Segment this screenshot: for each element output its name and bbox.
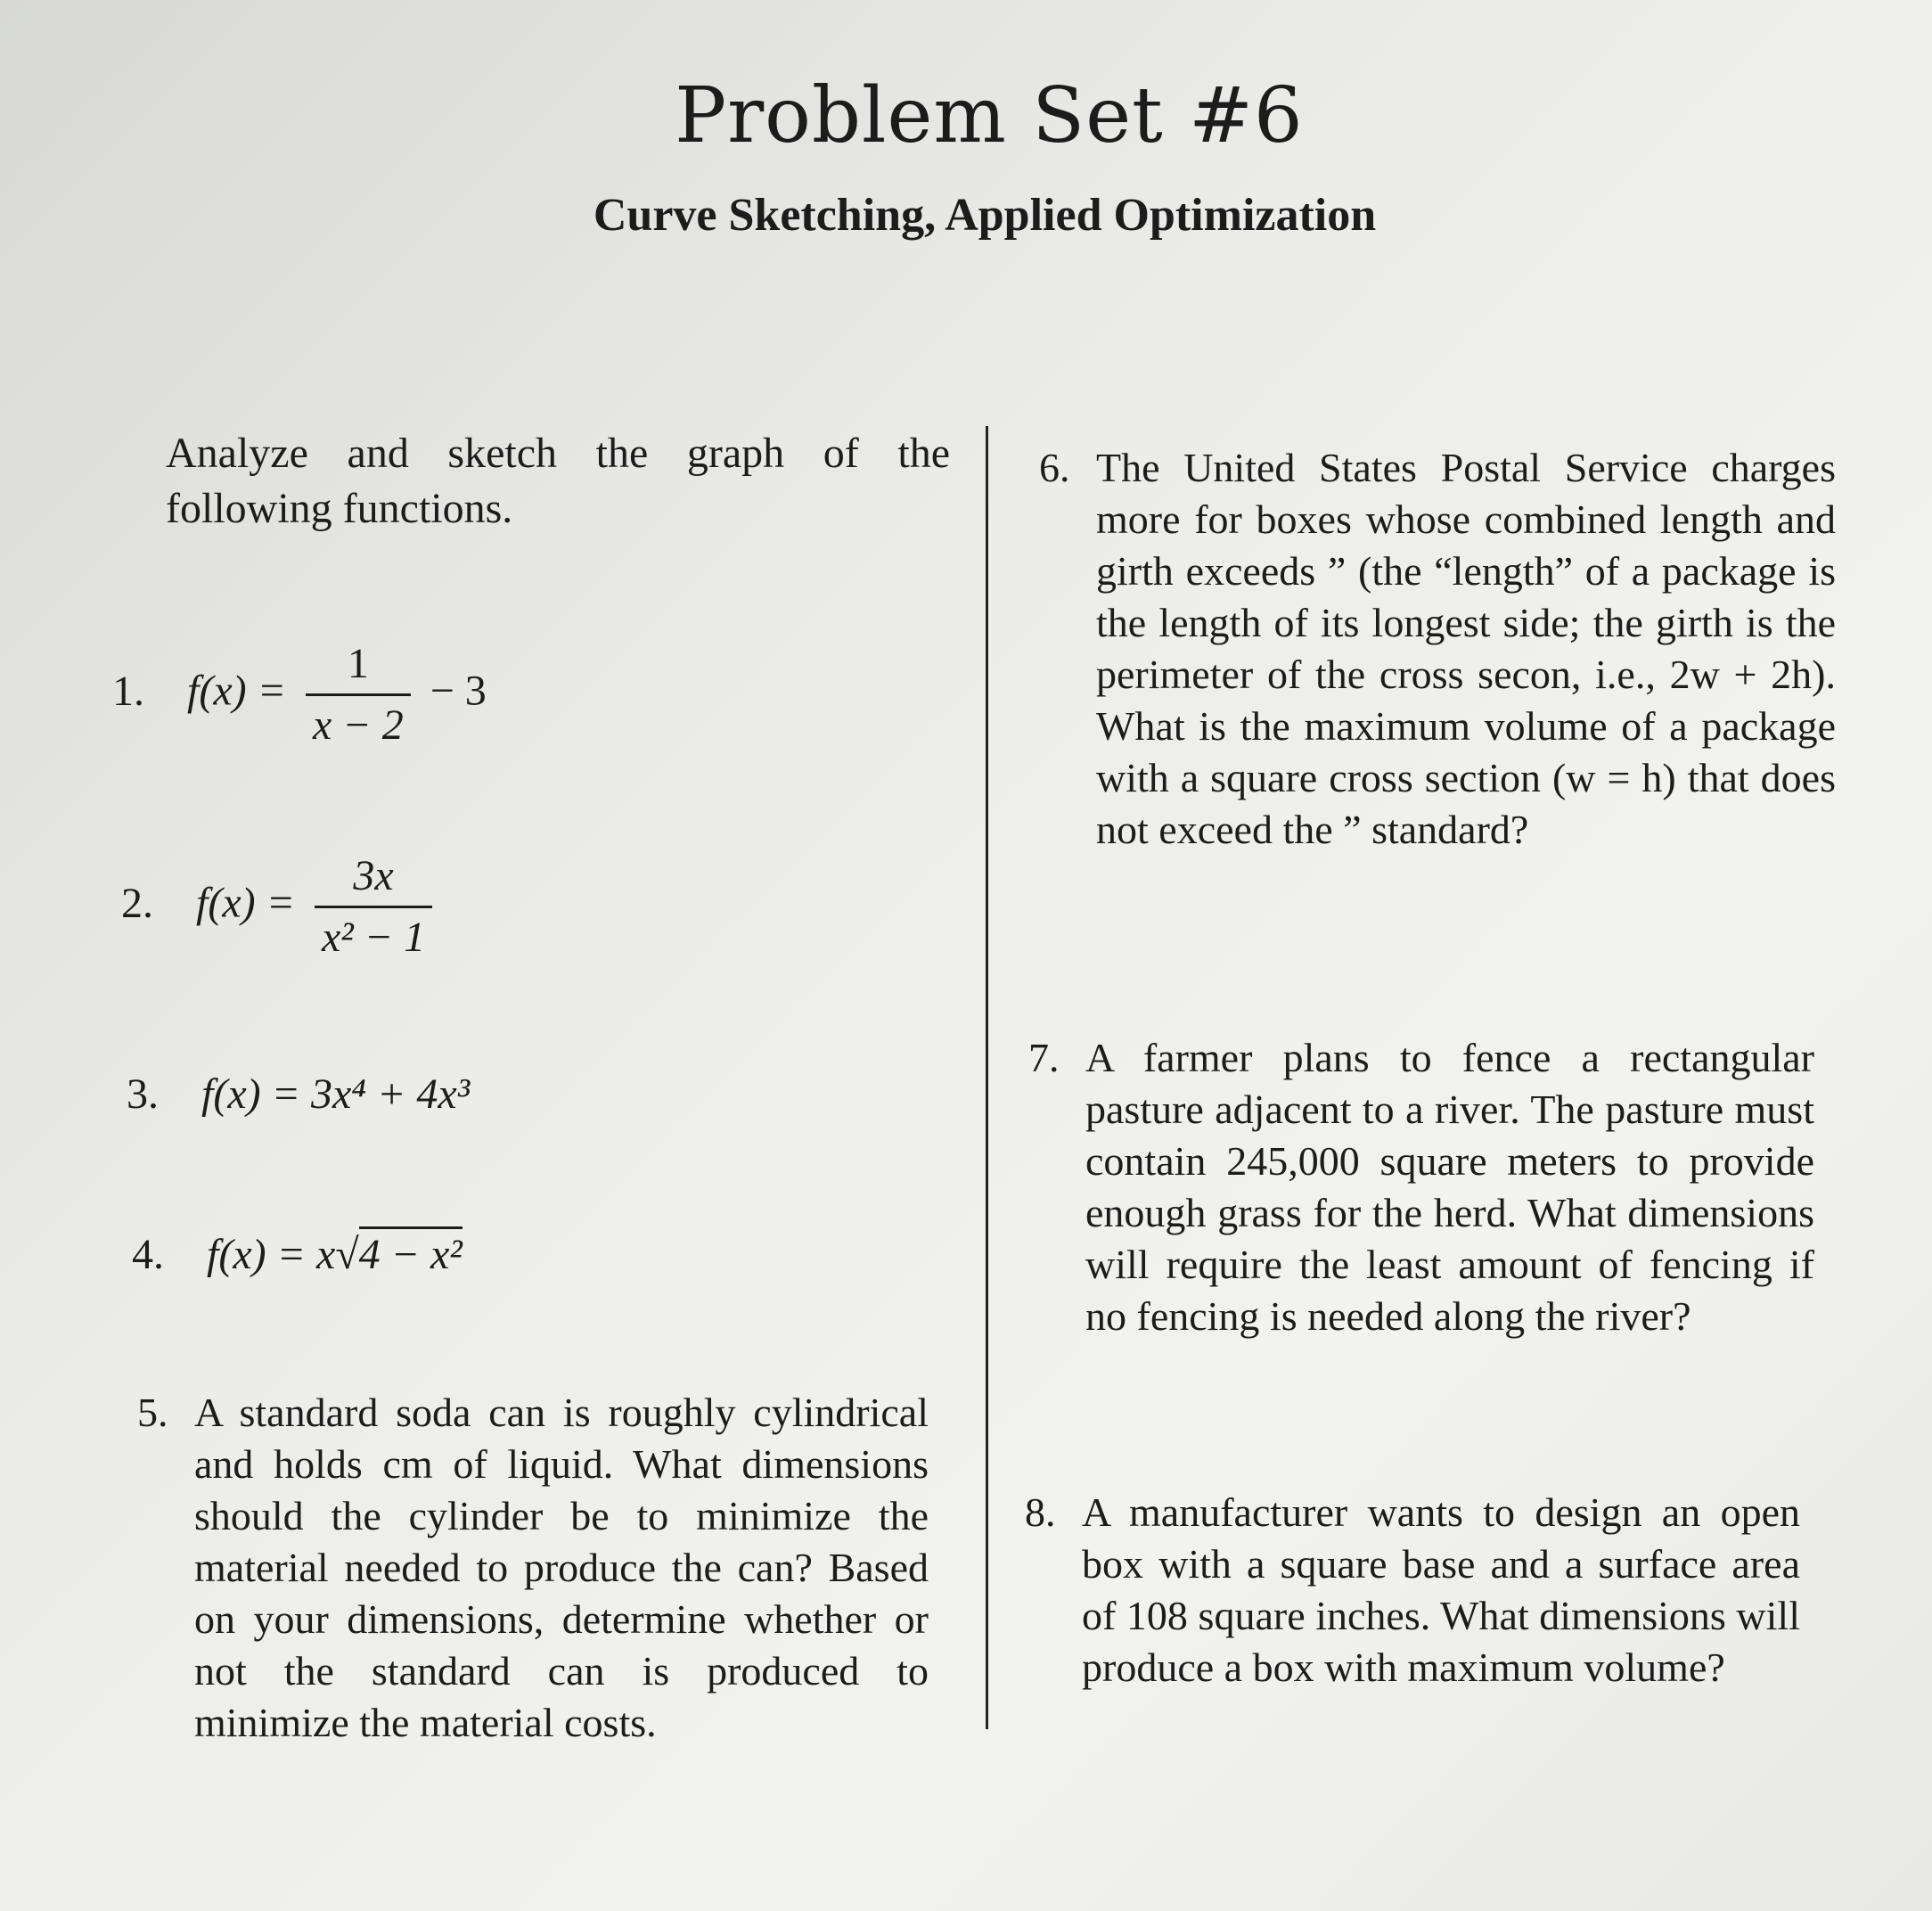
denominator: x − 2 <box>313 701 404 749</box>
function-lhs: f(x) = <box>196 879 295 927</box>
problem-7 <box>1028 1032 1814 1342</box>
page-title: Problem Set #6 <box>675 71 1304 160</box>
numerator: 1 <box>306 635 411 696</box>
function-item-4 <box>132 1230 463 1280</box>
function-item-2 <box>121 847 441 967</box>
problem-number: 8. <box>1025 1489 1056 1535</box>
function-tail: − 3 <box>430 667 487 715</box>
item-number: 4. <box>132 1231 164 1278</box>
fraction <box>315 847 432 967</box>
radicand: 4 − x² <box>359 1226 463 1278</box>
problem-8 <box>1025 1487 1800 1694</box>
problem-6 <box>1039 442 1836 856</box>
item-number: 1. <box>112 667 144 715</box>
function-item-3 <box>127 1070 470 1120</box>
function-item-1 <box>112 635 487 755</box>
sqrt-symbol: √ <box>335 1231 359 1278</box>
problem-number: 5. <box>137 1390 168 1435</box>
problem-5 <box>137 1387 929 1749</box>
column-divider <box>986 426 988 1729</box>
function-lhs: f(x) = <box>187 667 286 715</box>
item-number: 2. <box>121 879 153 927</box>
numerator: 3x <box>315 847 432 908</box>
problem-number: 6. <box>1039 445 1070 490</box>
problem-text: The United States Postal Service charges more for boxes whose combined length and girth exceeds ” (the “length” of a package is the length of its longest side; the girth is the perimeter of the cross secon, i.e., 2w + 2h). What is the maximum volume of a package with a square cross section (w = h) that does not exceed the ” standard? <box>1096 445 1836 852</box>
denominator: x² − 1 <box>322 914 426 961</box>
item-number: 3. <box>127 1070 159 1118</box>
problem-text: A manufacturer wants to design an open box with a square base and a surface area of 108 square inches. What dimensions will produce a box with maximum volume? <box>1082 1489 1800 1690</box>
function-expression: f(x) = 3x⁴ + 4x³ <box>201 1070 471 1118</box>
problem-number: 7. <box>1028 1035 1060 1080</box>
fraction <box>306 635 411 755</box>
problem-text: A farmer plans to fence a rectangular pasture adjacent to a river. The pasture must contain 245,000 square meters to provide enough grass for the herd. What dimensions will require the least amount of fencing if no fencing is needed along the river? <box>1085 1035 1814 1339</box>
instructions: Analyze and sketch the graph of the following functions. <box>166 430 950 532</box>
problem-text: A standard soda can is roughly cylindrical and holds cm of liquid. What dimensions should the cylinder be to minimize the material needed to produce the can? Based on your dimensions, determine whether or not the standard can is produced to minimize the material costs. <box>194 1390 929 1745</box>
function-lhs: f(x) = x <box>207 1231 336 1278</box>
page-subtitle: Curve Sketching, Applied Optimization <box>593 190 1377 241</box>
